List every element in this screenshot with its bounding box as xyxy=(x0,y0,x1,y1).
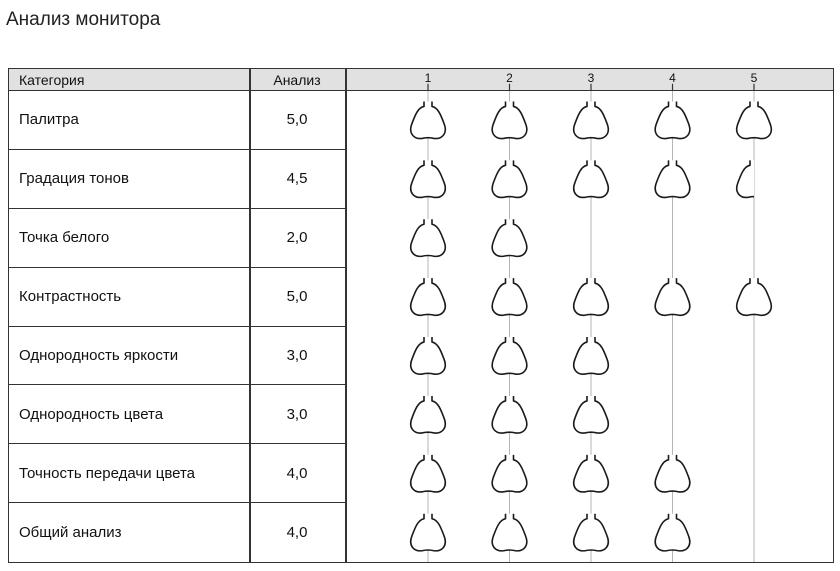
rating-mark xyxy=(411,101,446,138)
score-value: 3,0 xyxy=(286,347,308,365)
rating-mark xyxy=(411,396,446,433)
score-value: 5,0 xyxy=(286,111,308,129)
rating-mark xyxy=(492,278,527,315)
page-title: Анализ монитора xyxy=(6,9,161,30)
rating-mark-half xyxy=(737,160,772,197)
rating-mark xyxy=(574,160,609,197)
rating-mark xyxy=(655,278,690,315)
rating-mark xyxy=(492,101,527,138)
score-value: 4,0 xyxy=(286,464,308,482)
scale-tick-label: 1 xyxy=(424,71,432,85)
rating-plot xyxy=(9,69,833,562)
rating-mark xyxy=(492,160,527,197)
rating-mark xyxy=(737,278,772,315)
score-value: 4,5 xyxy=(286,170,308,188)
rating-mark xyxy=(574,278,609,315)
category-label: Точка белого xyxy=(19,229,110,247)
scale-tick-label: 5 xyxy=(750,71,758,85)
rating-mark xyxy=(737,101,772,138)
rating-mark xyxy=(574,337,609,374)
rating-mark xyxy=(411,514,446,551)
rating-mark xyxy=(574,455,609,492)
rating-table xyxy=(8,68,834,563)
rating-mark xyxy=(655,101,690,138)
category-label: Однородность яркости xyxy=(19,347,179,365)
category-label: Однородность цвета xyxy=(19,405,164,423)
category-label: Точность передачи цвета xyxy=(19,464,196,482)
category-label: Общий анализ xyxy=(19,524,122,542)
score-value: 5,0 xyxy=(286,288,308,306)
rating-mark xyxy=(574,101,609,138)
rating-mark xyxy=(655,160,690,197)
category-label: Палитра xyxy=(19,111,79,129)
rating-mark xyxy=(492,396,527,433)
rating-mark xyxy=(492,514,527,551)
rating-mark xyxy=(411,455,446,492)
rating-mark xyxy=(411,278,446,315)
rating-mark xyxy=(411,160,446,197)
scale-tick-label: 2 xyxy=(506,71,513,85)
score-value: 3,0 xyxy=(286,405,308,423)
rating-mark xyxy=(574,396,609,433)
scale-tick-label: 3 xyxy=(587,71,595,85)
header-category: Категория xyxy=(19,71,85,88)
scale-tick-label: 4 xyxy=(669,71,676,85)
rating-mark xyxy=(492,219,527,256)
category-label: Контрастность xyxy=(19,288,122,306)
rating-mark xyxy=(492,337,527,374)
rating-mark xyxy=(574,514,609,551)
rating-mark xyxy=(411,337,446,374)
score-value: 4,0 xyxy=(286,524,308,542)
category-label: Градация тонов xyxy=(19,170,129,188)
rating-mark xyxy=(655,514,690,551)
rating-mark xyxy=(655,455,690,492)
rating-mark xyxy=(411,219,446,256)
rating-mark xyxy=(492,455,527,492)
score-value: 2,0 xyxy=(286,229,308,247)
header-score: Анализ xyxy=(273,71,321,88)
